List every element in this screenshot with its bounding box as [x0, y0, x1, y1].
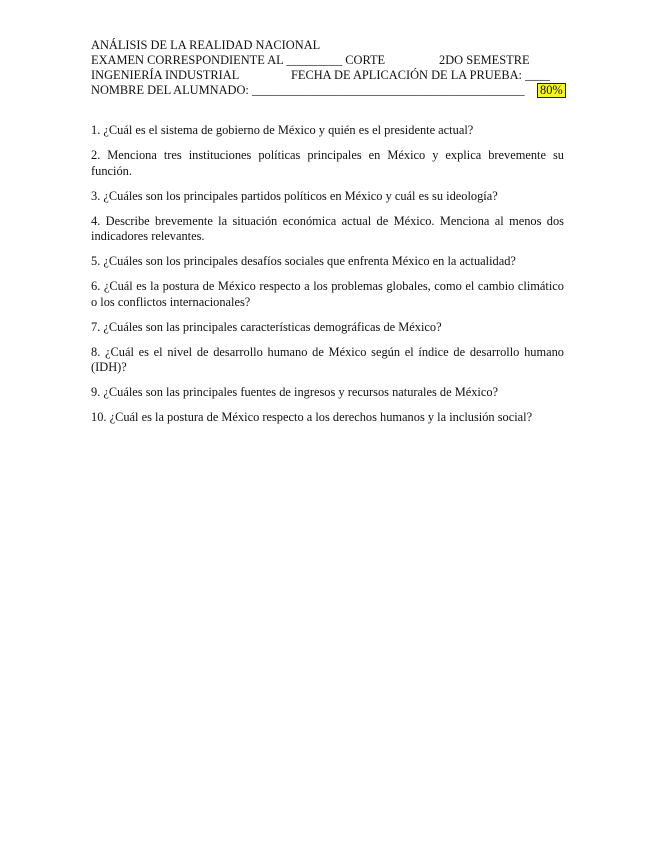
student-name-label: NOMBRE DEL ALUMNADO: ____________________________________________: [91, 83, 525, 97]
question-1: 1. ¿Cuál es el sistema de gobierno de México y quién es el presidente actual?: [91, 123, 474, 137]
header-line-4: [91, 83, 566, 98]
header-line-2: [91, 53, 566, 68]
exam-cut-label: EXAMEN CORRESPONDIENTE AL _________ CORTE: [91, 53, 386, 67]
question-5: 5. ¿Cuáles son los principales desafíos sociales que enfrenta México en la actualidad?: [91, 254, 516, 268]
header-line-1: [91, 38, 566, 53]
question-10: 10. ¿Cuál es la postura de México respecto a los derechos humanos y la inclusión social?: [91, 410, 533, 424]
question-6: 6. ¿Cuál es la postura de México respecto a los problemas globales, como el cambio climático o los conflictos internacionales?: [91, 279, 564, 309]
career-label: INGENIERÍA INDUSTRIAL: [91, 68, 240, 82]
exam-date-label: FECHA DE APLICACIÓN DE LA PRUEBA: ____: [291, 68, 550, 82]
header-line-3: [91, 68, 566, 83]
question-9: 9. ¿Cuáles son las principales fuentes de ingresos y recursos naturales de México?: [91, 385, 499, 399]
semester-label: 2DO SEMESTRE: [439, 53, 530, 67]
question-2: 2. Menciona tres instituciones políticas principales en México y explica brevemente su función.: [91, 148, 564, 178]
question-8: 8. ¿Cuál es el nivel de desarrollo humano de México según el índice de desarrollo humano (IDH)?: [91, 344, 564, 374]
question-3: 3. ¿Cuáles son los principales partidos políticos en México y cuál es su ideología?: [91, 188, 498, 203]
question-4: 4. Describe brevemente la situación económica actual de México. Menciona al menos dos indicadores relevantes.: [91, 213, 564, 243]
question-list: [91, 123, 564, 435]
course-title: ANÁLISIS DE LA REALIDAD NACIONAL: [91, 38, 321, 52]
question-7: 7. ¿Cuáles son las principales características demográficas de México?: [91, 319, 442, 334]
score-badge: 80%: [537, 83, 566, 98]
exam-header: [91, 38, 566, 98]
